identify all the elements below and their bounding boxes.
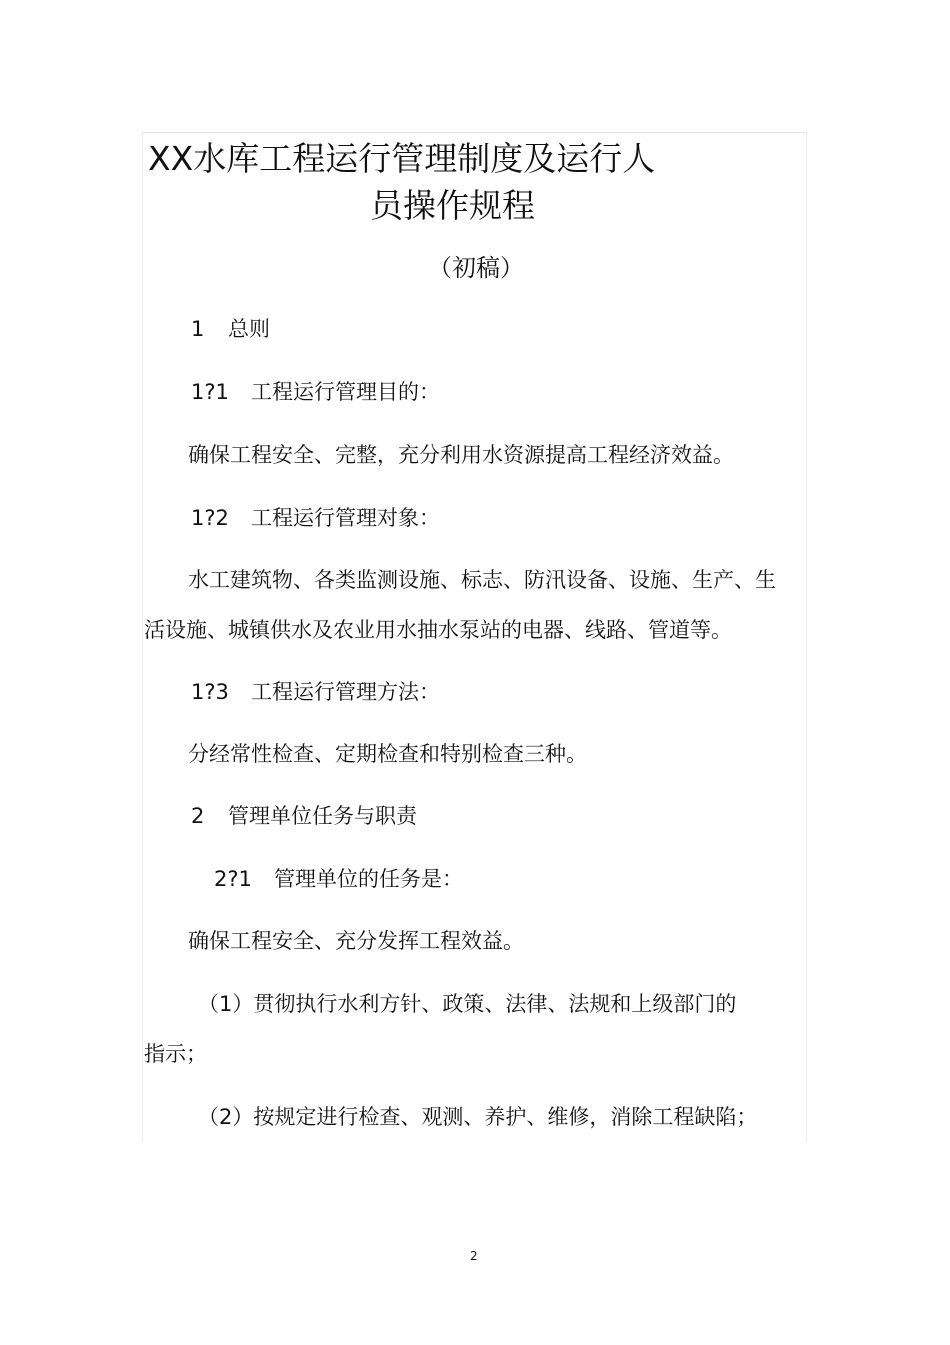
paragraph-objects-line-1: 水工建筑物、各类监测设施、标志、防汛设备、设施、生产、生 [188, 568, 776, 592]
section-number: 2 [191, 804, 205, 828]
section-title: 总则 [228, 317, 270, 341]
document-title-line-2: 员操作规程 [370, 186, 535, 225]
subsection-title: 工程运行管理对象： [251, 506, 440, 530]
section-number: 1 [191, 317, 205, 341]
page-number: 2 [470, 1249, 478, 1263]
paragraph-objects-line-2: 活设施、城镇供水及农业用水抽水泵站的电器、线路、管道等。 [144, 618, 732, 642]
subsection-title: 工程运行管理方法： [251, 680, 440, 704]
subsection-heading-1-1 [191, 378, 440, 406]
list-item-2: （2）按规定进行检查、观测、养护、维修，消除工程缺陷； [198, 1105, 758, 1129]
document-subtitle: （初稿） [428, 254, 524, 282]
subsection-number: 2?1 [214, 867, 252, 891]
list-item-1-line-2: 指示； [144, 1042, 207, 1066]
subsection-heading-1-3 [191, 678, 440, 706]
document-title-line-1: XX水库工程运行管理制度及运行人 [148, 139, 656, 178]
subsection-heading-1-2 [191, 504, 440, 532]
section-title: 管理单位任务与职责 [228, 804, 417, 828]
subsection-number: 1?3 [191, 680, 229, 704]
subsection-title: 管理单位的任务是： [274, 867, 463, 891]
section-heading-2 [191, 802, 417, 830]
paragraph-tasks: 确保工程安全、充分发挥工程效益。 [188, 929, 524, 953]
subsection-number: 1?1 [191, 380, 229, 404]
paragraph-methods: 分经常性检查、定期检查和特别检查三种。 [188, 742, 587, 766]
list-item-1-line-1: （1）贯彻执行水利方针、政策、法律、法规和上级部门的 [198, 992, 737, 1016]
subsection-number: 1?2 [191, 506, 229, 530]
section-heading-1 [191, 315, 270, 343]
subsection-heading-2-1 [214, 865, 463, 893]
paragraph-purpose: 确保工程安全、完整，充分利用水资源提高工程经济效益。 [188, 443, 734, 467]
subsection-title: 工程运行管理目的： [251, 380, 440, 404]
